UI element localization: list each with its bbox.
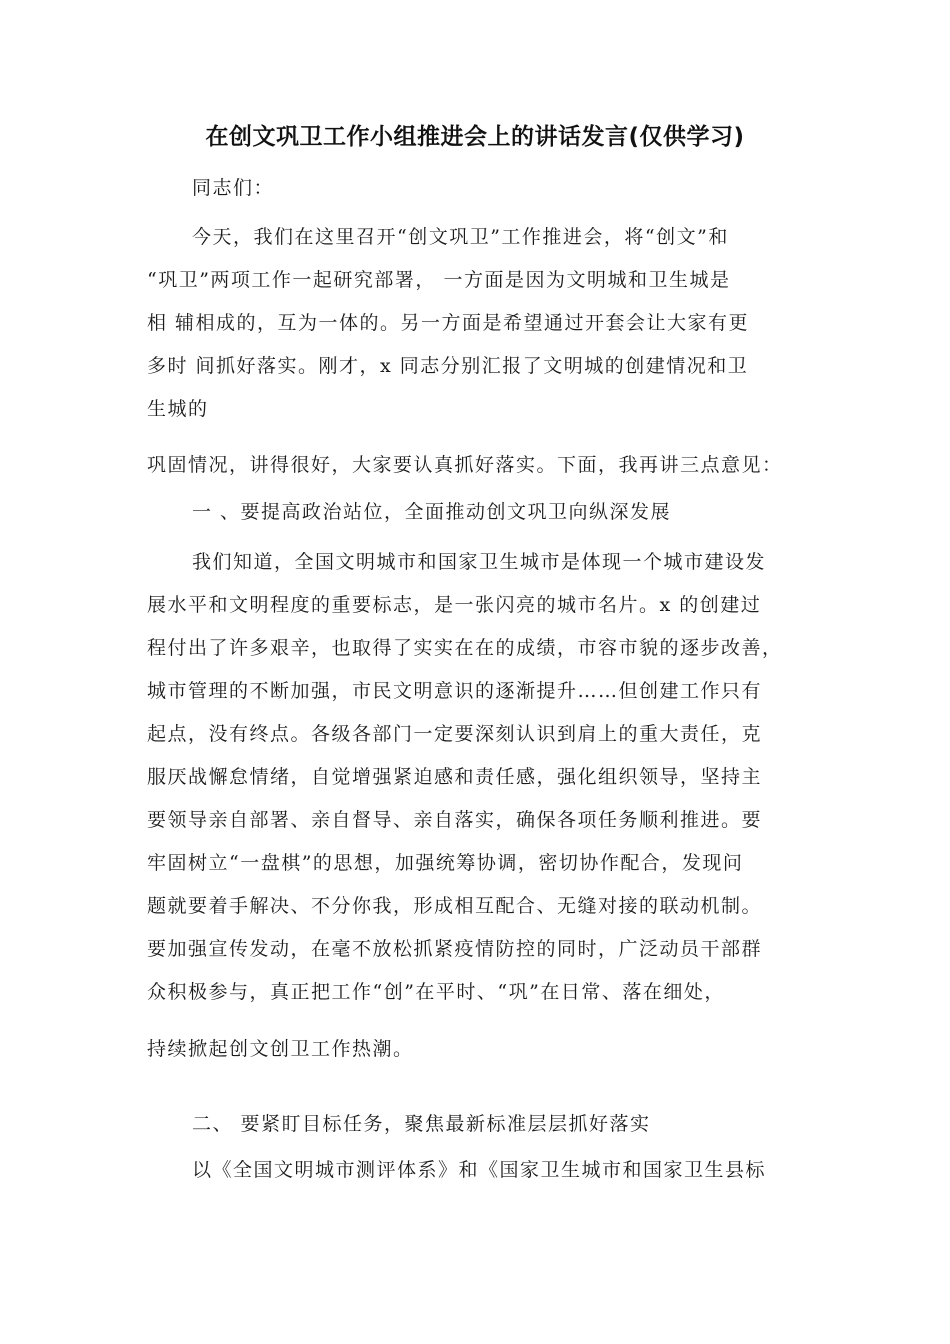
paragraph-2-line-6: 服厌战懈怠情绪，自觉增强紧迫感和责任感，强化组织领导，坚持主 bbox=[147, 766, 763, 788]
greeting: 同志们： bbox=[192, 177, 275, 199]
paragraph-2-line-9: 题就要着手解决、不分你我，形成相互配合、无缝对接的联动机制。 bbox=[147, 895, 763, 917]
paragraph-2-line-12: 持续掀起创文创卫工作热潮。 bbox=[147, 1038, 414, 1060]
paragraph-1-line-3: 相 辅相成的，互为一体的。另一方面是希望通过开套会让大家有更 bbox=[147, 312, 750, 334]
paragraph-1-line-2: “巩卫”两项工作一起研究部署， 一方面是因为文明城和卫生城是 bbox=[147, 269, 731, 291]
paragraph-1-line-1: 今天，我们在这里召开“创文巩卫”工作推进会，将“创文”和 bbox=[192, 226, 729, 248]
paragraph-2-line-5: 起点，没有终点。各级各部门一定要深刻认识到肩上的重大责任，克 bbox=[147, 723, 763, 745]
paragraph-2-line-8: 牢固树立“一盘棋”的思想，加强统筹协调，密切协作配合，发现问 bbox=[147, 852, 744, 874]
paragraph-2-line-1: 我们知道，全国文明城市和国家卫生城市是体现一个城市建设发 bbox=[192, 551, 767, 573]
paragraph-3-line-1: 以《全国文明城市测评体系》和《国家卫生城市和国家卫生县标 bbox=[192, 1159, 767, 1181]
paragraph-2-line-11: 众积极参与，真正把工作“创”在平时、“巩”在日常、落在细处， bbox=[147, 981, 725, 1003]
paragraph-2-line-3: 程付出了许多艰辛，也取得了实实在在的成绩，市容市貌的逐步改善， bbox=[147, 637, 783, 659]
section-heading-2: 二、 要紧盯目标任务，聚焦最新标准层层抓好落实 bbox=[192, 1113, 651, 1135]
paragraph-2-line-10: 要加强宣传发动，在毫不放松抓紧疫情防控的同时，广泛动员干部群 bbox=[147, 938, 763, 960]
section-heading-1: 一 、要提高政治站位，全面推动创文巩卫向纵深发展 bbox=[192, 501, 672, 523]
document-title: 在创文巩卫工作小组推进会上的讲话发言(仅供学习) bbox=[205, 124, 745, 150]
paragraph-1-line-5: 生城的 bbox=[147, 398, 209, 420]
paragraph-2-line-7: 要领导亲自部署、亲自督导、亲自落实，确保各项任务顺利推进。要 bbox=[147, 809, 763, 831]
paragraph-1-line-6: 巩固情况，讲得很好，大家要认真抓好落实。下面，我再讲三点意见： bbox=[147, 454, 783, 476]
paragraph-2-line-2: 展水平和文明程度的重要标志，是一张闪亮的城市名片。x 的创建过 bbox=[147, 594, 762, 616]
paragraph-2-line-4: 城市管理的不断加强，市民文明意识的逐渐提升……但创建工作只有 bbox=[147, 680, 763, 702]
paragraph-1-line-4: 多时 间抓好落实。刚才，x 同志分别汇报了文明城的创建情况和卫 bbox=[147, 355, 749, 377]
